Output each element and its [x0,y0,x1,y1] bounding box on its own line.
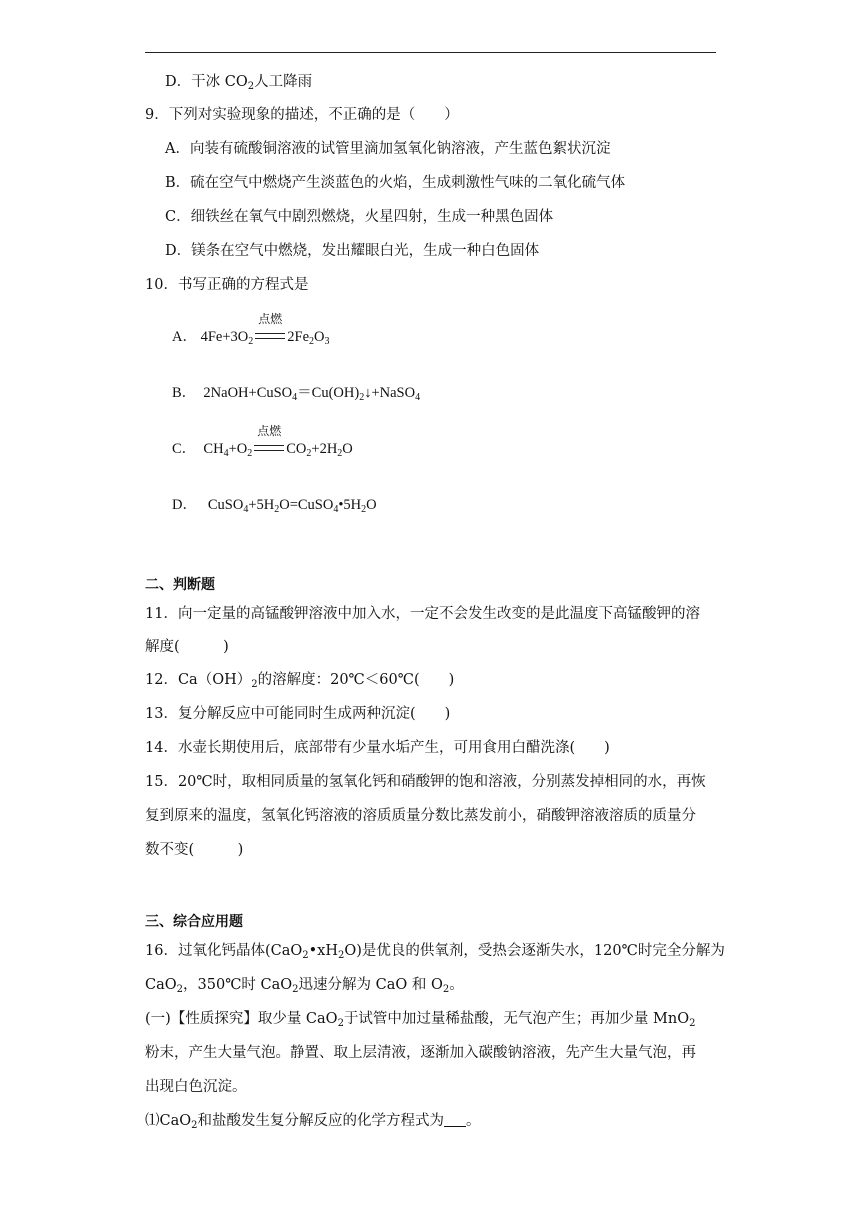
q11-line-2: 解度( ) [145,639,229,655]
q15-line-1: 15．20℃时，取相同质量的氢氧化钙和硝酸钾的饱和溶液，分别蒸发掉相同的水，再恢 [145,774,706,790]
reaction-condition-arrow: 点燃 [254,327,286,347]
section-heading-judgment: 二、判断题 [145,577,215,593]
header-rule [145,52,716,53]
q11-line-1: 11．向一定量的高锰酸钾溶液中加入水，一定不会发生改变的是此温度下高锰酸钾的溶 [145,606,700,622]
q16-line-2: CaO$_2$，350℃时 CaO$_2$迅速分解为 CaO 和 $O_2$。 [145,977,464,995]
q9-option-d: D．镁条在空气中燃烧，发出耀眼白光，生成一种白色固体 [165,243,540,259]
q10-stem: 10．书写正确的方程式是 [145,277,309,293]
q10-option-d: D． $CuSO_4+5H_2O=CuSO_4•5H_2O$ [172,497,377,515]
q14: 14．水壶长期使用后，底部带有少量水垢产生，可用食用白醋洗涤( ) [145,740,610,756]
q10-option-c: C． $CH_4+O_2$ 点燃 $CO_2+2H_2O$ [172,424,353,459]
q8-option-d: D．干冰 $CO_2$人工降雨 [165,74,313,92]
reaction-condition-arrow: 点燃 [253,439,285,459]
q9-option-a: A．向装有硫酸铜溶液的试管里滴加氢氧化钠溶液，产生蓝色絮状沉淀 [165,141,611,157]
q15-line-2: 复到原来的温度，氢氧化钙溶液的溶质质量分数比蒸发前小，硝酸钾溶液溶质的质量分 [145,808,696,824]
q16-line-5: 出现白色沉淀。 [145,1079,247,1095]
q9-option-c: C．细铁丝在氧气中剧烈燃烧，火星四射，生成一种黑色固体 [165,209,554,225]
q12: 12．$Ca(OH)_2$的溶解度：20℃＜60℃( ) [145,672,455,690]
q16-line-4: 粉末，产生大量气泡。静置、取上层清液，逐渐加入碳酸钠溶液，先产生大量气泡，再 [145,1045,696,1061]
q9-stem: 9．下列对实验现象的描述，不正确的是（ ） [145,107,459,123]
q16-sub-1: ⑴CaO$_2$和盐酸发生复分解反应的化学方程式为 。 [145,1113,481,1131]
q15-line-3: 数不变( ) [145,842,244,858]
q10-option-a: A． $4Fe+3O_2$ 点燃 $2Fe_2O_3$ [172,312,330,347]
q16-line-3: (一)【性质探究】取少量 CaO$_2$于试管中加过量稀盐酸，无气泡产生；再加少量 MnO$_2$ [145,1011,696,1029]
q13: 13．复分解反应中可能同时生成两种沉淀( ) [145,706,451,722]
answer-blank[interactable] [444,1112,466,1127]
q16-line-1: 16．过氧化钙晶体$(CaO_2•xH_2O)$是优良的供氧剂，受热会逐渐失水，120℃时完全分解为 [145,943,725,961]
q10-option-b: B． $2NaOH+CuSO_4=Cu(OH)_2↓+NaSO_4$ [172,385,421,403]
q9-option-b: B．硫在空气中燃烧产生淡蓝色的火焰，生成刺激性气味的二氧化硫气体 [165,175,626,191]
section-heading-comprehensive: 三、综合应用题 [145,914,243,930]
